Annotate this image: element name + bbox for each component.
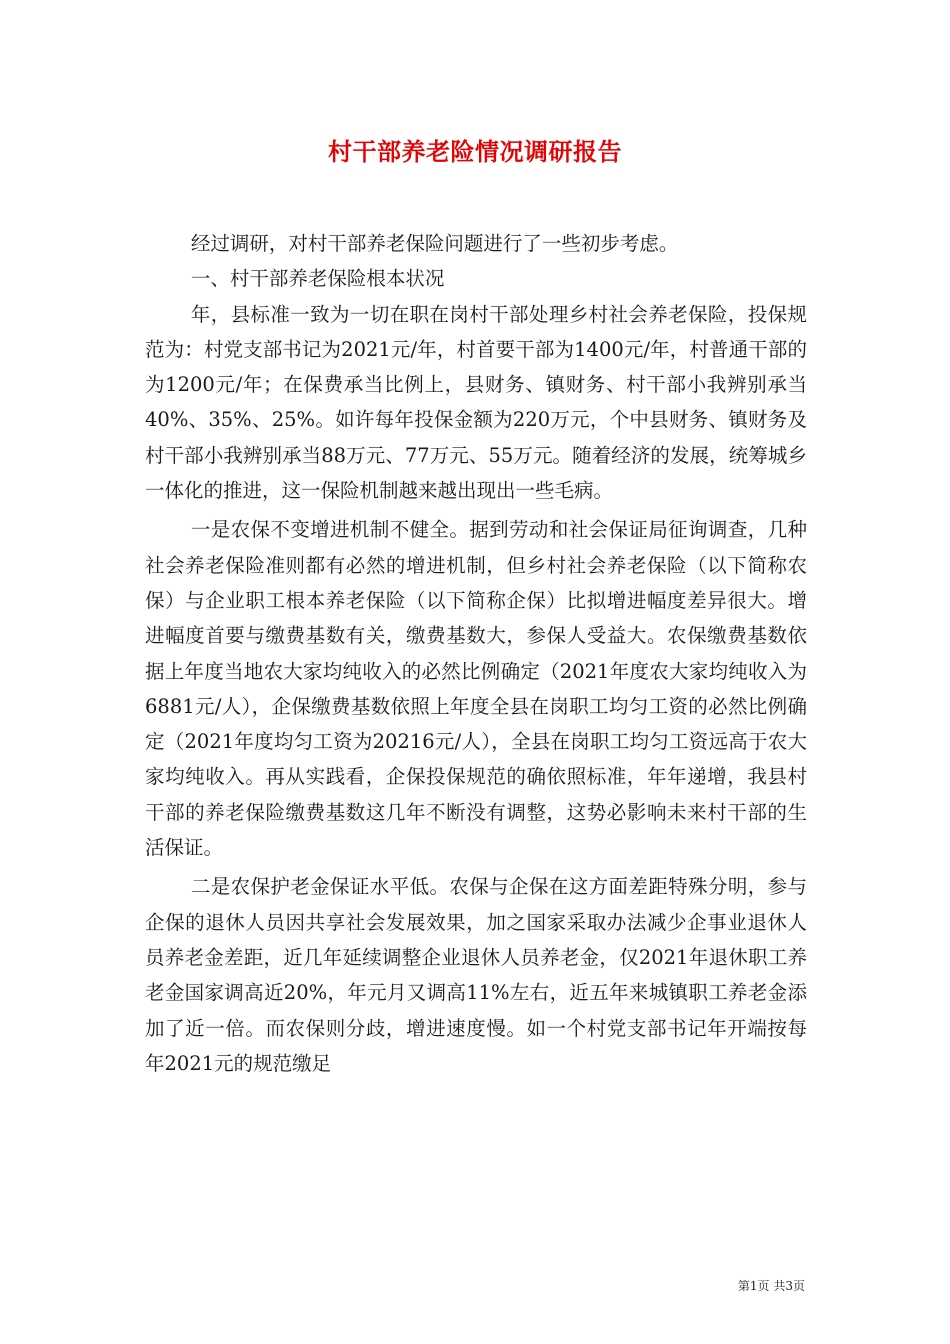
document-title: 村干部养老险情况调研报告 <box>328 137 622 166</box>
section-heading: 一、村干部养老保险根本状况 <box>190 267 445 291</box>
paragraph-growth-mechanism: 一是农保不变增进机制不健全。据到劳动和社会保证局征询调查，几种社会养老保险准则都有必然的增进机制，但乡村社会养老保险（以下简称农保）与企业职工根本养老保险（以下简称企保）比拟增进幅度差异很大。增进幅度首要与缴费基数有关，缴费基数大，参保人受益大。农保缴费基数依据上年度当地农大家均纯收入的必然比例确定（2021年度农大家均纯收入为6881元/人），企保缴费基数依照上年度全县在岗职工均匀工资的必然比例确定（2021年度均匀工资为20216元/人），全县在岗职工均匀工资远高于农大家均纯收入。再从实践看，企保投保规范的确依照标准，年年递增，我县村干部的养老保险缴费基数这几年不断没有调整，这势必影响未来村干部的生活保证。 <box>145 518 807 860</box>
paragraph-intro: 经过调研，对村干部养老保险问题进行了一些初步考虑。 <box>190 232 679 255</box>
paragraph-basic-status: 年，县标准一致为一切在职在岗村干部处理乡村社会养老保险，投保规范为：村党支部书记为2021元/年，村首要干部为1400元/年，村普通干部的为1200元/年；在保费承当比例上，县财务、镇财务、村干部小我辨别承当40%、35%、25%。如许每年投保金额为220万元，个中县财务、镇财务及村干部小我辨别承当88万元、77万元、55万元。随着经济的发展，统筹城乡一体化的推进，这一保险机制越来越出现出一些毛病。 <box>145 302 807 503</box>
document-body <box>145 226 807 1081</box>
paragraph-pension-level: 二是农保护老金保证水平低。农保与企保在这方面差距特殊分明，参与企保的退休人员因共享社会发展效果，加之国家采取办法减少企事业退休人员养老金差距，近几年延续调整企业退休人员养老金，仅2021年退休职工养老金国家调高近20%，年元月又调高11%左右，近五年来城镇职工养老金添加了近一倍。而农保则分歧，增进速度慢。如一个村党支部书记年开端按每年2021元的规范缴足 <box>145 875 807 1075</box>
page-number: 第1页 共3页 <box>737 1279 805 1293</box>
